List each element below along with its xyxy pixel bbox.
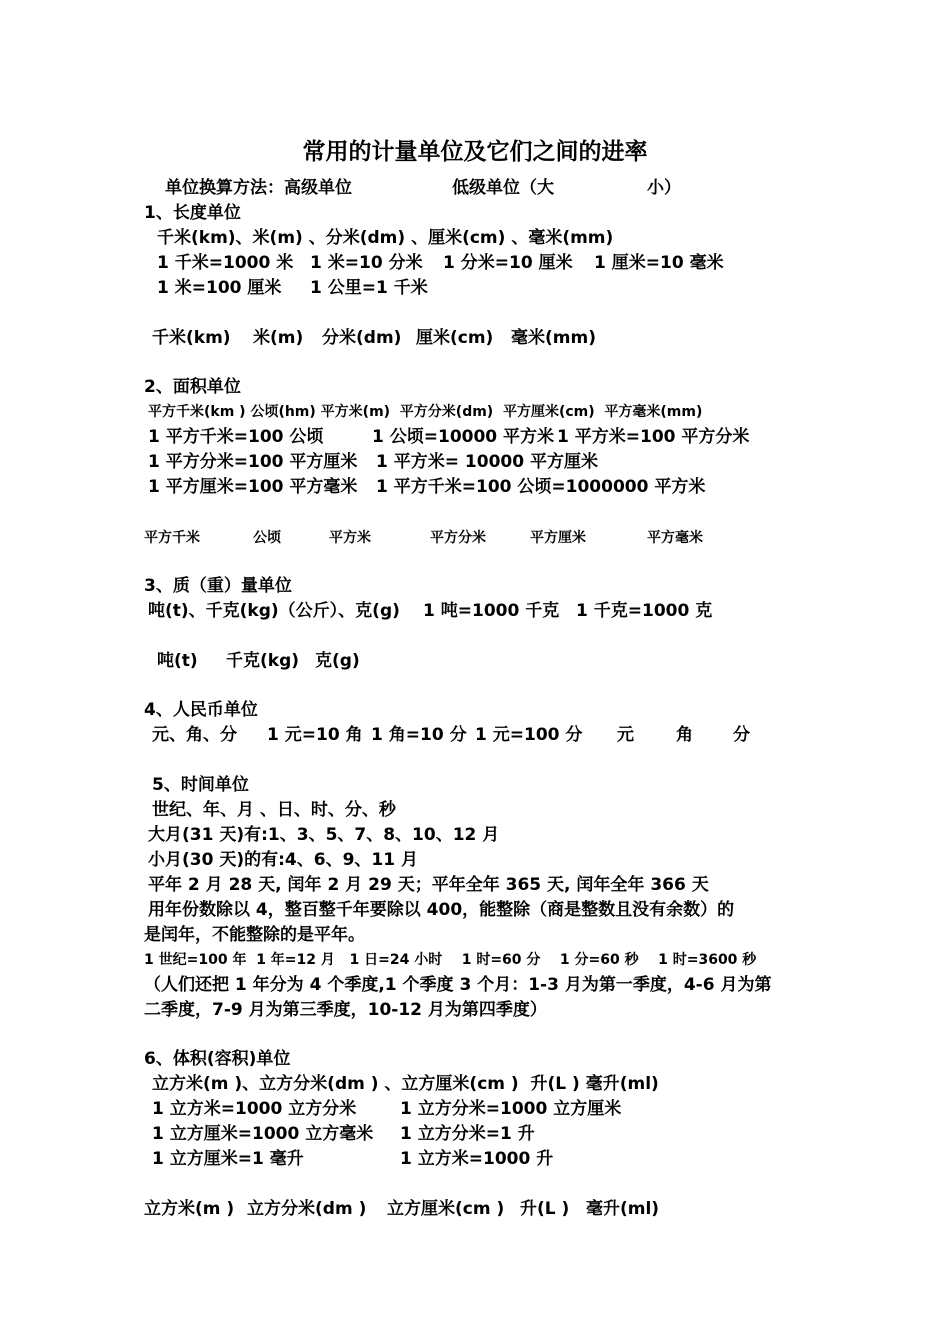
area-rate: 1 平方厘米=100 平方毫米 [148,477,358,497]
length-rate: 1 米=10 分米 [310,253,423,273]
area-seq-item: 平方毫米 [647,530,703,546]
length-rate: 1 公里=1 千米 [310,278,428,298]
length-units: 千米(km)、米(m) 、分米(dm) 、厘米(cm) 、毫米(mm) [157,228,614,248]
rmb-rate: 1 元=100 分 [475,725,583,745]
time-units: 世纪、年、月 、日、时、分、秒 [152,800,396,820]
area-heading: 2、面积单位 [144,377,241,397]
mass-seq-item: 克(g) [315,651,360,671]
volume-units: 立方米(m )、立方分米(dm ) 、立方厘米(cm ) 升(L ) 毫升(ml) [152,1074,659,1094]
volume-seq-item: 立方米(m ) [144,1199,235,1219]
area-rate: 1 平方千米=100 公顷=1000000 平方米 [376,477,706,497]
area-seq-item: 平方千米 [144,530,200,546]
area-seq-item: 平方米 [329,530,371,546]
page-title: 常用的计量单位及它们之间的进率 [302,139,648,165]
rmb-units: 元、角、分 [152,725,237,745]
rmb-rate: 1 元=10 角 [267,725,363,745]
length-heading: 1、长度单位 [144,203,241,223]
mass-seq-item: 千克(kg) [226,651,300,671]
volume-rate: 1 立方分米=1 升 [400,1124,535,1144]
area-rate: 1 平方分米=100 平方厘米 [148,452,358,472]
rmb-seq-item: 元 [617,725,634,745]
volume-rate: 1 立方厘米=1000 立方毫米 [152,1124,374,1144]
method-label: 单位换算方法：高级单位 [165,178,352,198]
rmb-rate: 1 角=10 分 [371,725,467,745]
area-rate: 1 公顷=10000 平方米 [372,427,555,447]
volume-rate: 1 立方分米=1000 立方厘米 [400,1099,622,1119]
mass-rate: 1 千克=1000 克 [576,601,713,621]
time-heading: 5、时间单位 [152,775,249,795]
volume-seq-item: 升(L ) [520,1199,570,1219]
mass-units: 吨(t)、千克(kg)（公斤）、克(g) [148,601,400,621]
area-rate: 1 平方米= 10000 平方厘米 [376,452,598,472]
area-seq-item: 平方分米 [430,530,486,546]
time-leap-rule: 用年份数除以 4，整百整千年要除以 400，能整除（商是整数且没有余数）的 [148,900,735,920]
area-rate: 1 平方米=100 平方分米 [557,427,750,447]
area-seq-item: 平方厘米 [530,530,586,546]
time-small-months: 小月(30 天)的有:4、6、9、11 月 [148,850,418,870]
rmb-seq-item: 分 [733,725,750,745]
length-rate: 1 米=100 厘米 [157,278,282,298]
length-seq-item: 毫米(mm) [511,328,596,348]
volume-rate: 1 立方厘米=1 毫升 [152,1149,304,1169]
mass-seq-item: 吨(t) [157,651,198,671]
rmb-heading: 4、人民币单位 [144,700,258,720]
length-seq-item: 厘米(cm) [416,328,494,348]
time-relations: 1 世纪=100 年 1 年=12 月 1 日=24 小时 1 时=60 分 1 分=60 秒 1 时=3600 秒 [144,952,757,968]
area-seq-item: 公顷 [253,530,281,546]
time-quarters: 二季度，7-9 月为第三季度，10-12 月为第四季度） [144,1000,547,1020]
volume-rate: 1 立方米=1000 升 [400,1149,554,1169]
time-feb: 平年 2 月 28 天, 闰年 2 月 29 天；平年全年 365 天, 闰年全年 366 天 [148,875,709,895]
area-rate: 1 平方千米=100 公顷 [148,427,324,447]
length-seq-item: 米(m) [253,328,304,348]
length-seq-item: 千米(km) [152,328,231,348]
time-big-months: 大月(31 天)有:1、3、5、7、8、10、12 月 [148,825,500,845]
method-small: 小） [647,178,681,198]
method-low: 低级单位（大 [452,178,554,198]
volume-heading: 6、体积(容积)单位 [144,1049,291,1069]
time-leap-rule: 是闰年，不能整除的是平年。 [144,925,365,945]
volume-rate: 1 立方米=1000 立方分米 [152,1099,357,1119]
volume-seq-item: 立方分米(dm ) [247,1199,367,1219]
volume-seq-item: 毫升(ml) [586,1199,660,1219]
length-rate: 1 分米=10 厘米 [443,253,573,273]
rmb-seq-item: 角 [676,725,693,745]
volume-seq-item: 立方厘米(cm ) [387,1199,505,1219]
length-rate: 1 千米=1000 米 [157,253,294,273]
length-seq-item: 分米(dm) [322,328,402,348]
length-rate: 1 厘米=10 毫米 [594,253,724,273]
mass-rate: 1 吨=1000 千克 [423,601,560,621]
time-quarters: （人们还把 1 年分为 4 个季度,1 个季度 3 个月：1-3 月为第一季度，4-6 月为第 [144,975,772,995]
area-units: 平方千米(km ) 公顷(hm) 平方米(m) 平方分米(dm) 平方厘米(cm) 平方毫米(mm) [148,404,703,420]
mass-heading: 3、质（重）量单位 [144,576,292,596]
